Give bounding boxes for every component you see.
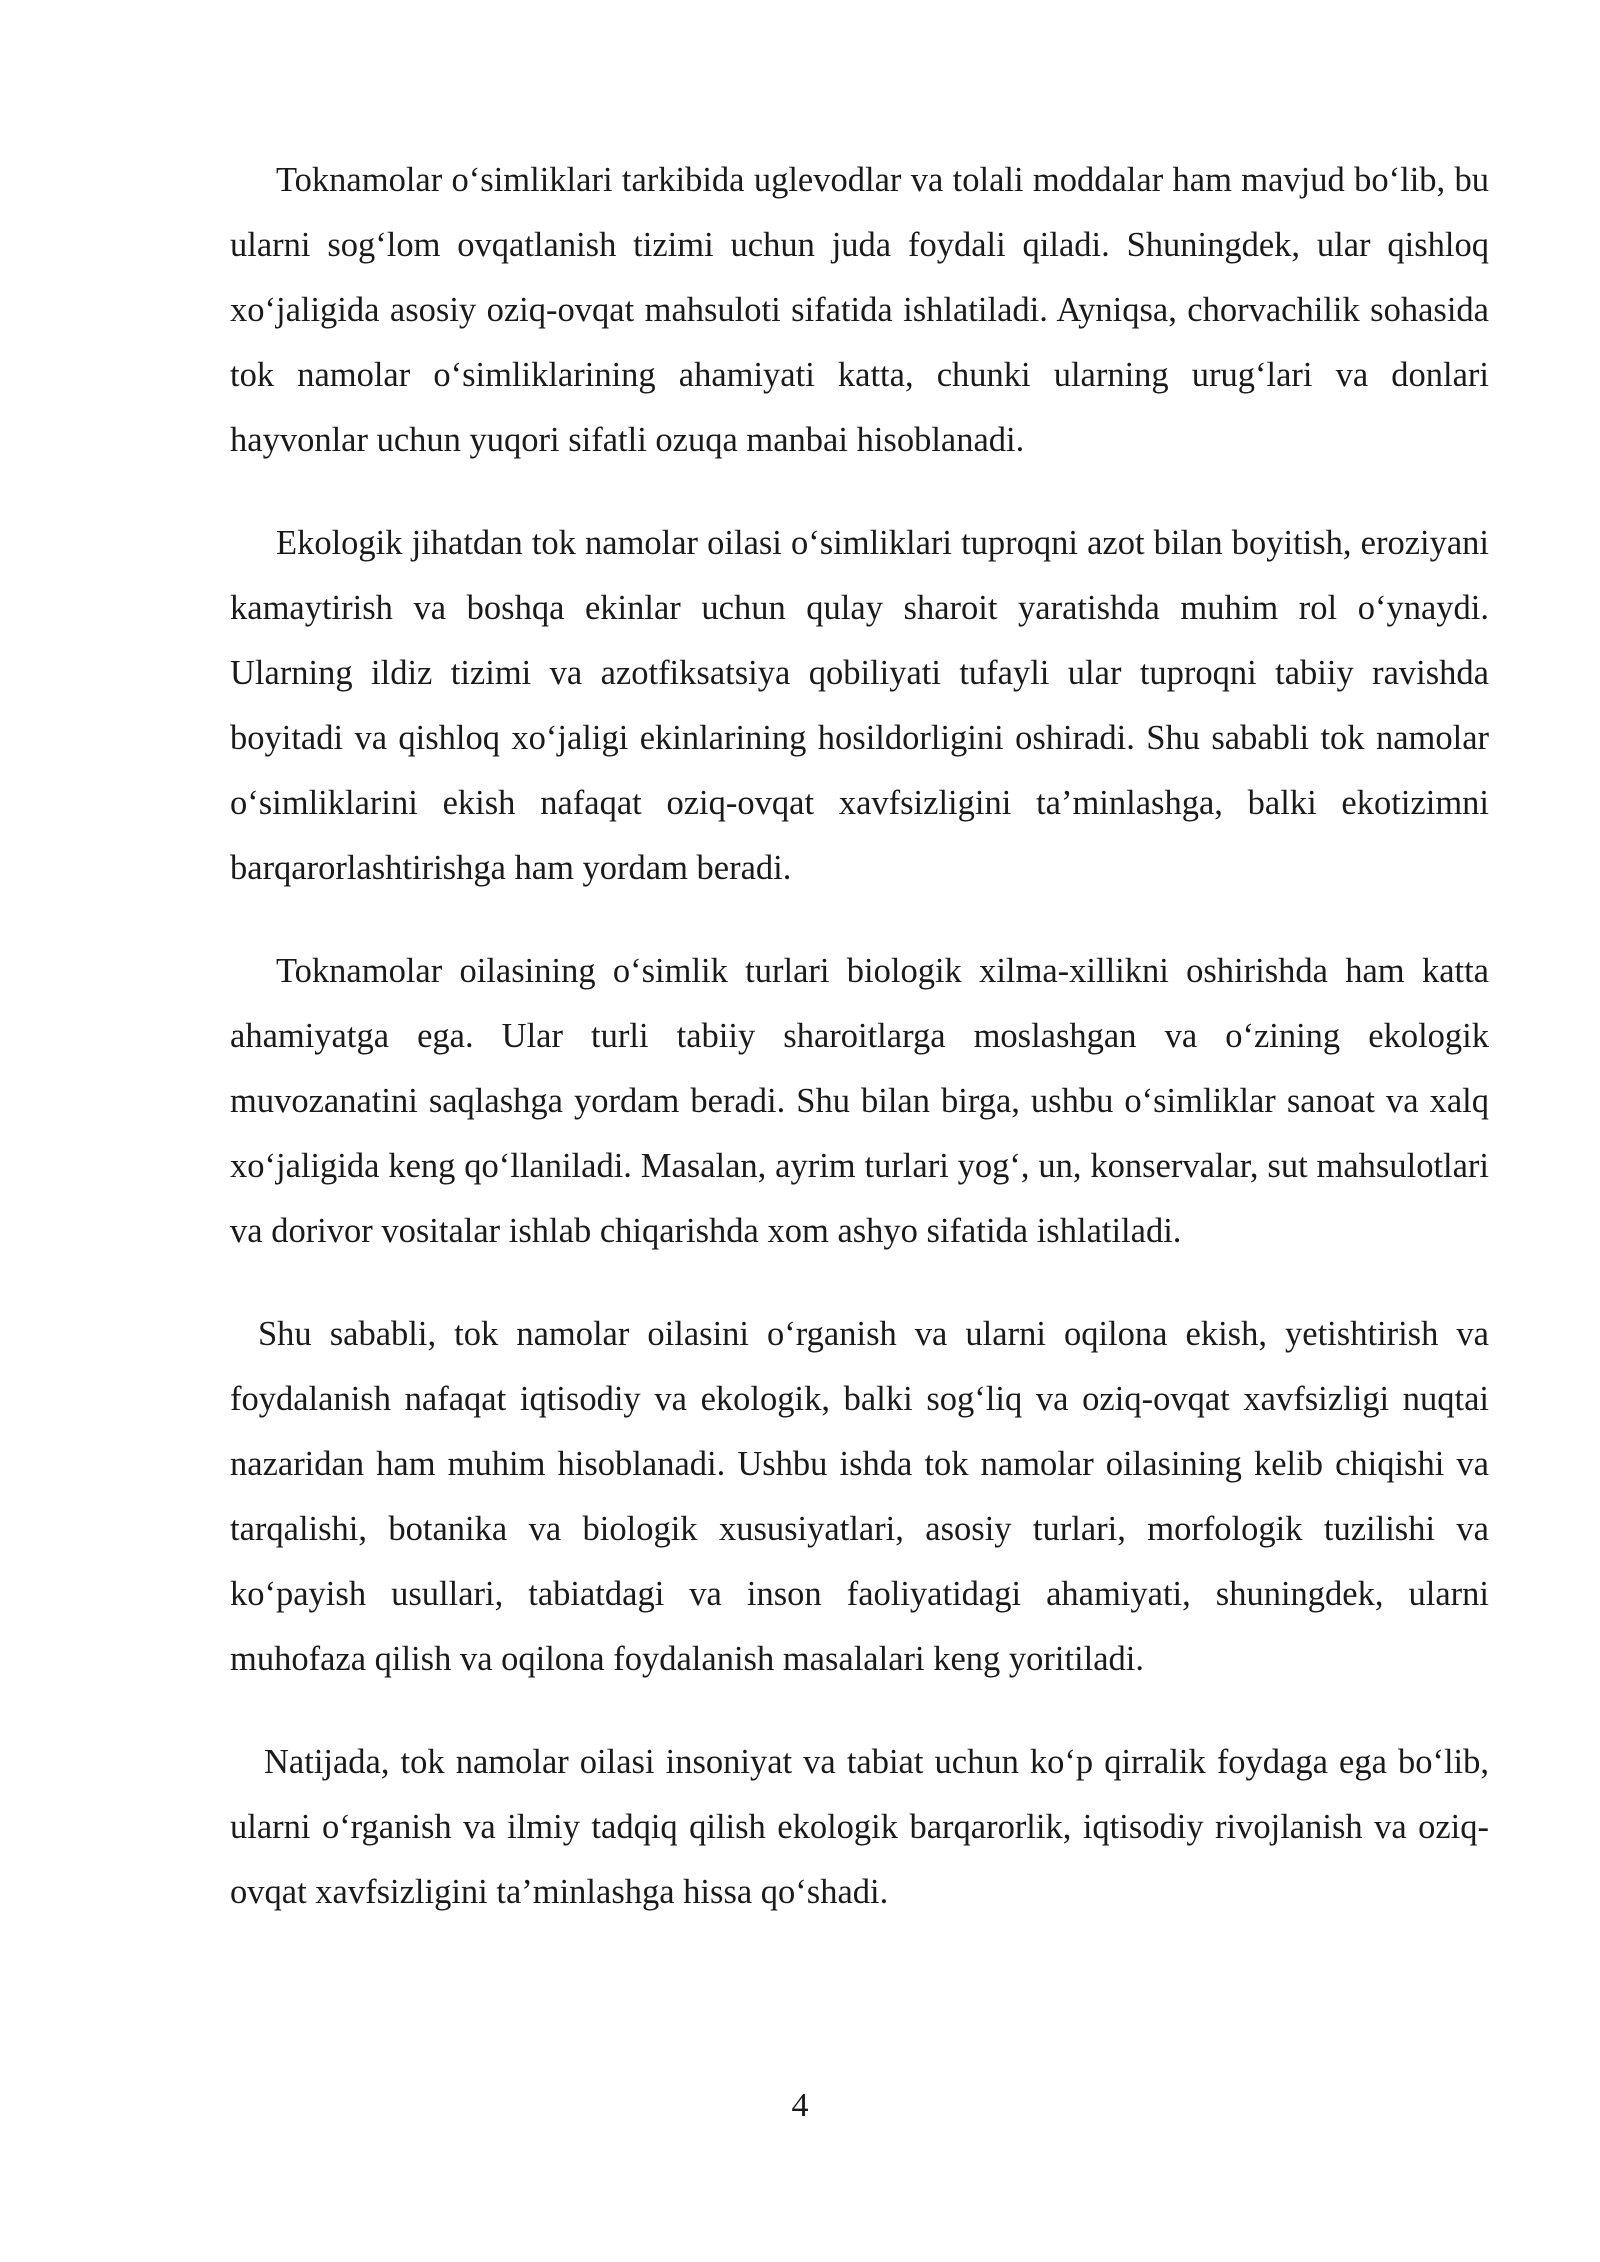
paragraph: Natijada, tok namolar oilasi insoniyat va tabiat uchun ko‘p qirralik foydaga ega bo‘lib, ularni o‘rganish va ilmiy tadqiq qilish ekologik barqarorlik, iqtisodiy rivojlanish va oziq-ovqat xavfsizligini ta’minlashga hissa qo‘shadi. — [230, 1743, 1489, 1911]
document-body — [230, 148, 1489, 1963]
paragraph: Toknamolar o‘simliklari tarkibida uglevodlar va tolali moddalar ham mavjud bo‘lib, bu ularni sog‘lom ovqatlanish tizimi uchun juda foydali qiladi. Shuningdek, ular qishloq xo‘jaligida asosiy oziq-ovqat mahsuloti sifatida ishlatiladi. Ayniqsa, chorvachilik sohasida tok namolar o‘simliklarining ahamiyati katta, chunki ularning urug‘lari va donlari hayvonlar uchun yuqori sifatli ozuqa manbai hisoblanadi. — [230, 161, 1489, 459]
page-number: 4 — [791, 2087, 809, 2124]
paragraph: Shu sababli, tok namolar oilasini o‘rganish va ularni oqilona ekish, yetishtirish va foydalanish nafaqat iqtisodiy va ekologik, balki sog‘liq va oziq-ovqat xavfsizligi nuqtai nazaridan ham muhim hisoblanadi. Ushbu ishda tok namolar oilasining kelib chiqishi va tarqalishi, botanika va biologik xususiyatlari, asosiy turlari, morfologik tuzilishi va ko‘payish usullari, tabiatdagi va inson faoliyatidagi ahamiyati, shuningdek, ularni muhofaza qilish va oqilona foydalanish masalalari keng yoritiladi. — [230, 1315, 1489, 1678]
paragraph: Ekologik jihatdan tok namolar oilasi o‘simliklari tuproqni azot bilan boyitish, eroziyani kamaytirish va boshqa ekinlar uchun qulay sharoit yaratishda muhim rol o‘ynaydi. Ularning ildiz tizimi va azotfiksatsiya qobiliyati tufayli ular tuproqni tabiiy ravishda boyitadi va qishloq xo‘jaligi ekinlarining hosildorligini oshiradi. Shu sababli tok namolar o‘simliklarini ekish nafaqat oziq-ovqat xavfsizligini ta’minlashga, balki ekotizimni barqarorlashtirishga ham yordam beradi. — [230, 524, 1489, 887]
paragraph: Toknamolar oilasining o‘simlik turlari biologik xilma-xillikni oshirishda ham katta ahamiyatga ega. Ular turli tabiiy sharoitlarga moslashgan va o‘zining ekologik muvozanatini saqlashga yordam beradi. Shu bilan birga, ushbu o‘simliklar sanoat va xalq xo‘jaligida keng qo‘llaniladi. Masalan, ayrim turlari yog‘, un, konservalar, sut mahsulotlari va dorivor vositalar ishlab chiqarishda xom ashyo sifatida ishlatiladi. — [230, 952, 1489, 1250]
